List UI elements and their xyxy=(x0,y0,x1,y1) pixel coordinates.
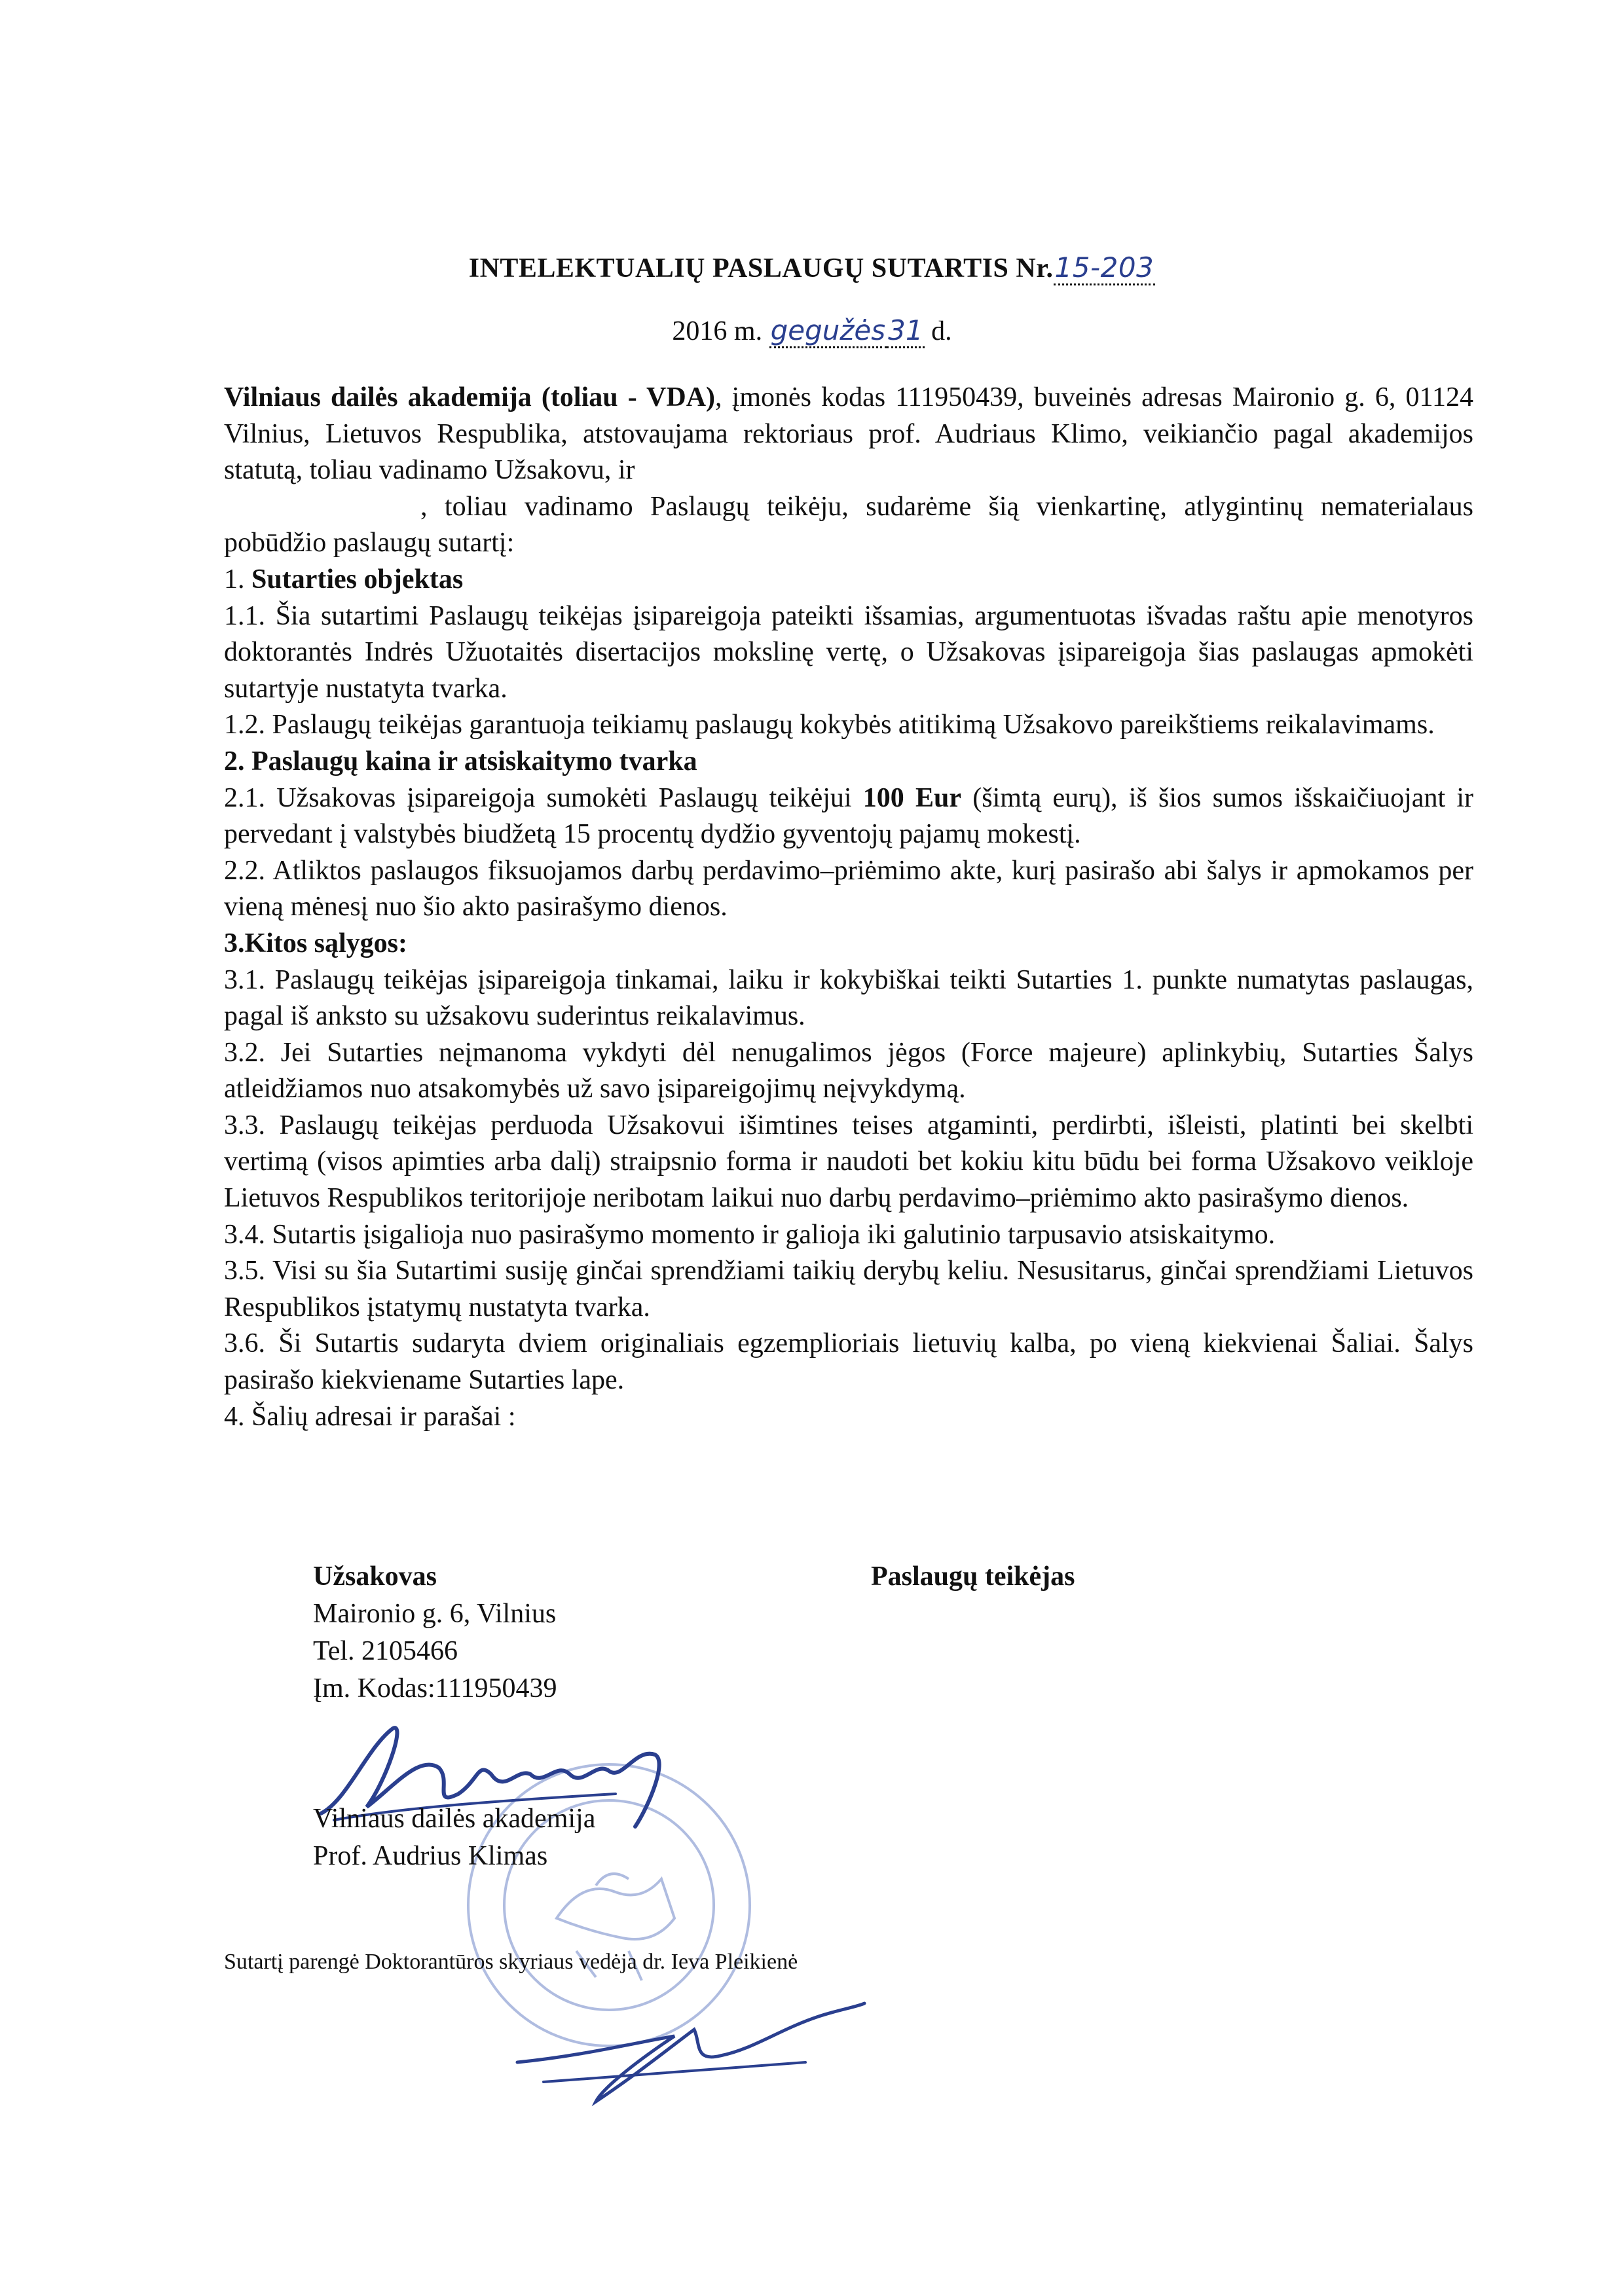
client-phone: Tel. 2105466 xyxy=(313,1636,458,1666)
clause-1-2: 1.2. Paslaugų teikėjas garantuoja teikiamų paslaugų kokybės atitikimą Užsakovo pareikštiems reikalavimams. xyxy=(224,710,1435,740)
date-day-handwritten: 31 xyxy=(887,314,924,348)
provider-line-text: , toliau vadinamo Paslaugų teikėju, sudarėme šią vienkartinę, atlygintinų nematerialaus pobūdžio paslaugų sutartį: xyxy=(224,491,1473,558)
contract-body xyxy=(224,380,1473,1435)
party-name: Vilniaus dailės akademija (toliau - VDA) xyxy=(224,382,716,412)
clause-3-3: 3.3. Paslaugų teikėjas perduoda Užsakovui išimtines teises atgaminti, perdirbti, išleisti, platinti bei skelbti vertimą (visos apimties arba dalį) straipsnio forma ir naudoti bet kokiu kitu būdu bei forma Užsakovo veikloje Lietuvos Respublikos teritorijoje neribotam laikui nuo darbų perdavimo–priėmimo akto pasirašymo dienos. xyxy=(224,1110,1473,1214)
clause-3-5: 3.5. Visi su šia Sutartimi susiję ginčai sprendžiami taikių derybų keliu. Nesusitarus, ginčai sprendžiami Lietuvos Respublikos įstatymų nustatyta tvarka. xyxy=(224,1256,1473,1322)
clause-3-2: 3.2. Jei Sutarties neįmanoma vykdyti dėl nenugalimos jėgos (Force majeure) aplinkybių, Sutarties Šalys atleidžiamos nuo atsakomybės už savo įsipareigojimų neįvykdymą. xyxy=(224,1037,1473,1104)
section-2-heading xyxy=(224,744,1473,780)
section-2-title: 2. Paslaugų kaina ir atsiskaitymo tvarka xyxy=(224,746,697,776)
client-code: Įm. Kodas:111950439 xyxy=(313,1673,557,1704)
client-block xyxy=(313,1558,557,1707)
provider-line xyxy=(224,489,1473,562)
clause-2-1 xyxy=(224,780,1473,853)
client-org-name: Vilniaus dailės akademija xyxy=(313,1804,596,1834)
preparer-signature-image xyxy=(504,1990,871,2108)
date-month-handwritten: gegužės xyxy=(769,314,887,348)
section-4-heading: 4. Šalių adresai ir parašai : xyxy=(224,1401,516,1432)
title-text: INTELEKTUALIŲ PASLAUGŲ SUTARTIS Nr. xyxy=(468,253,1054,283)
section-1-title: Sutarties objektas xyxy=(251,564,464,594)
section-1-heading xyxy=(224,562,1473,598)
clause-1-1: 1.1. Šia sutartimi Paslaugų teikėjas įsipareigoja pateikti išsamias, argumentuotas išvadas raštu apie menotyros doktorantės Indrės Užuotaitės disertacijos mokslinę vertę, o Užsakovas įsipareigoja šias paslaugas apmokėti sutartyje nustatyta tvarka. xyxy=(224,600,1473,704)
clause-2-1-b: (šimtą eurų), iš šios sumos išskaičiuojant ir pervedant į valstybės biudžetą 15 procentų dydžio gyventojų pajamų mokestį. xyxy=(224,782,1473,850)
party-details: , įmonės kodas 111950439, buveinės adresas Maironio g. 6, 01124 Vilnius, Lietuvos Respublika, atstovaujama rektoriaus prof. Audriaus Klimo, veikiančio pagal akademijos statutą, toliau vadinamo Užsakovu, ir xyxy=(224,382,1473,486)
prepared-by-note: Sutartį parengė Doktorantūros skyriaus vedėja dr. Ieva Pleikienė xyxy=(224,1950,798,1974)
clause-3-6: 3.6. Ši Sutartis sudaryta dviem originaliais egzemplioriais lietuvių kalba, po vieną kiekvienai Šaliai. Šalys pasirašo kiekviename Sutarties lape. xyxy=(224,1328,1473,1396)
clause-2-2: 2.2. Atliktos paslaugos fiksuojamos darbų perdavimo–priėmimo akte, kurį pasirašo abi šalys ir apmokamos per vieną mėnesį nuo šio akto pasirašymo dienos. xyxy=(224,855,1473,922)
section-1-number: 1. xyxy=(224,564,245,594)
clause-2-1-amount: 100 Eur xyxy=(862,782,962,813)
intro-paragraph xyxy=(224,380,1473,489)
contract-number-handwritten: 15-203 xyxy=(1054,251,1156,285)
clause-3-1: 3.1. Paslaugų teikėjas įsipareigoja tinkamai, laiku ir kokybiškai teikti Sutarties 1. punkte numatytas paslaugas, pagal iš anksto su užsakovu suderintus reikalavimus. xyxy=(224,964,1473,1032)
client-label: Užsakovas xyxy=(313,1561,437,1592)
client-signatory xyxy=(313,1800,595,1875)
clause-3-4: 3.4. Sutartis įsigalioja nuo pasirašymo momento ir galioja iki galutinio tarpusavio atsiskaitymo. xyxy=(224,1219,1276,1250)
client-address: Maironio g. 6, Vilnius xyxy=(313,1599,557,1629)
clause-2-1-a: 2.1. Užsakovas įsipareigoja sumokėti Paslaugų teikėjui xyxy=(224,782,863,813)
client-person-name: Prof. Audrius Klimas xyxy=(313,1841,548,1871)
section-3-title: 3.Kitos sąlygos: xyxy=(224,928,408,958)
section-3-heading xyxy=(224,926,1473,962)
contract-title xyxy=(0,251,1624,285)
date-suffix: d. xyxy=(931,316,952,346)
date-year: 2016 m. xyxy=(672,316,763,346)
contract-date xyxy=(0,314,1624,348)
provider-label: Paslaugų teikėjas xyxy=(871,1561,1075,1592)
